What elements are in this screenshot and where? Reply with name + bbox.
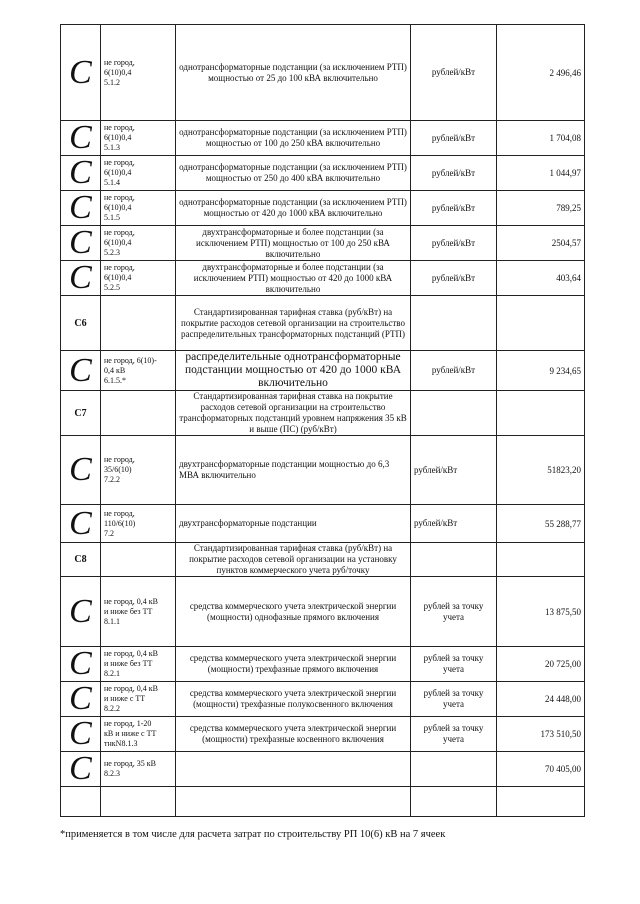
- tariff-code: не город, 0,4 кВ и ниже без ТТ 8.1.1: [101, 577, 176, 647]
- tariff-code: не город, 6(10)- 0,4 кВ 6.1.5.*: [101, 351, 176, 391]
- table-row: [61, 226, 585, 261]
- unit-of-measure: рублей за точку учета: [411, 682, 497, 717]
- category-letter: С: [61, 647, 101, 682]
- tariff-value: 1 044,97: [497, 156, 585, 191]
- category-letter: С: [61, 436, 101, 505]
- table-row: [61, 296, 585, 351]
- tariff-code: не город, 0,4 кВ и ниже без ТТ 8.2.1: [101, 647, 176, 682]
- category-letter: С: [61, 752, 101, 787]
- tariff-code: не город, 1-20 кВ и ниже с ТТ тнкN8.1.3: [101, 717, 176, 752]
- tariff-value: 51823,20: [497, 436, 585, 505]
- table-row: [61, 156, 585, 191]
- table-row: [61, 121, 585, 156]
- tariff-code: не город, 6(10)0,4 5.1.5: [101, 191, 176, 226]
- empty-cell: [497, 787, 585, 817]
- table-row: [61, 543, 585, 577]
- section-code: С6: [61, 296, 101, 351]
- section-code: С8: [61, 543, 101, 577]
- tariff-code: не город, 0,4 кВ и ниже с ТТ 8.2.2: [101, 682, 176, 717]
- tariff-value: 9 234,65: [497, 351, 585, 391]
- table-row: [61, 752, 585, 787]
- table-row: [61, 682, 585, 717]
- tariff-code: не город, 6(10)0,4 5.1.3: [101, 121, 176, 156]
- section-description: Стандартизированная тарифная ставка (руб/кВт) на покрытие расходов сетевой организации на строительство распределительных трансформаторных подстанций (РТП): [176, 296, 411, 351]
- category-letter: С: [61, 121, 101, 156]
- table-row: [61, 191, 585, 226]
- table-row: [61, 436, 585, 505]
- item-description: однотрансформаторные подстанции (за исключением РТП) мощностью от 100 до 250 кВА включительно: [176, 121, 411, 156]
- item-description: однотрансформаторные подстанции (за исключением РТП) мощностью от 25 до 100 кВА включительно: [176, 25, 411, 121]
- category-letter: С: [61, 226, 101, 261]
- category-letter: С: [61, 191, 101, 226]
- unit-of-measure: рублей/кВт: [411, 25, 497, 121]
- footnote: *применяется в том числе для расчета затрат по строительству РП 10(6) кВ на 7 ячеек: [60, 829, 446, 840]
- tariff-value: 24 448,00: [497, 682, 585, 717]
- category-letter: С: [61, 717, 101, 752]
- table-row: [61, 261, 585, 296]
- empty-cell: [497, 543, 585, 577]
- section-description: Стандартизированная тарифная ставка (руб/кВт) на покрытие расходов сетевой организации на установку пунктов коммерческого учета руб/точку: [176, 543, 411, 577]
- tariff-value: 55 288,77: [497, 505, 585, 543]
- category-letter: С: [61, 25, 101, 121]
- tariff-value: 13 875,50: [497, 577, 585, 647]
- unit-of-measure: рублей/кВт: [411, 505, 497, 543]
- table-row: [61, 351, 585, 391]
- item-description: средства коммерческого учета электрической энергии (мощности) трехфазные полукосвенного включения: [176, 682, 411, 717]
- item-description: [176, 752, 411, 787]
- item-description: двухтрансформаторные и более подстанции (за исключением РТП) мощностью от 100 до 250 кВА включительно: [176, 226, 411, 261]
- table-row: [61, 787, 585, 817]
- empty-cell: [61, 787, 101, 817]
- unit-of-measure: рублей/кВт: [411, 226, 497, 261]
- section-description: Стандартизированная тарифная ставка на покрытие расходов сетевой организации на строительство трансформаторных подстанций уровнем напряжения 35 кВ и выше (ПС) (руб/кВт): [176, 391, 411, 436]
- unit-of-measure: [411, 752, 497, 787]
- table-row: [61, 577, 585, 647]
- unit-of-measure: рублей за точку учета: [411, 577, 497, 647]
- empty-cell: [101, 543, 176, 577]
- tariff-value: 2 496,46: [497, 25, 585, 121]
- empty-cell: [411, 543, 497, 577]
- empty-cell: [101, 391, 176, 436]
- empty-cell: [411, 296, 497, 351]
- table-row: [61, 717, 585, 752]
- item-description: средства коммерческого учета электрической энергии (мощности) однофазные прямого включения: [176, 577, 411, 647]
- empty-cell: [101, 296, 176, 351]
- item-description: двухтрансформаторные подстанции: [176, 505, 411, 543]
- tariff-value: 70 405,00: [497, 752, 585, 787]
- tariff-table: [60, 24, 585, 817]
- item-description: распределительные однотрансформаторные подстанции мощностью от 420 до 1000 кВА включительно: [176, 351, 411, 391]
- tariff-code: не город, 6(10)0,4 5.1.2: [101, 25, 176, 121]
- item-description: однотрансформаторные подстанции (за исключением РТП) мощностью от 420 до 1000 кВА включительно: [176, 191, 411, 226]
- tariff-value: 789,25: [497, 191, 585, 226]
- unit-of-measure: рублей/кВт: [411, 156, 497, 191]
- tariff-code: не город, 35/6(10) 7.2.2: [101, 436, 176, 505]
- unit-of-measure: рублей за точку учета: [411, 647, 497, 682]
- category-letter: С: [61, 577, 101, 647]
- tariff-code: не город, 6(10)0,4 5.2.3: [101, 226, 176, 261]
- tariff-value: 403,64: [497, 261, 585, 296]
- tariff-value: 173 510,50: [497, 717, 585, 752]
- unit-of-measure: рублей за точку учета: [411, 717, 497, 752]
- table-row: [61, 647, 585, 682]
- tariff-code: не город, 110/6(10) 7.2: [101, 505, 176, 543]
- table-row: [61, 25, 585, 121]
- unit-of-measure: рублей/кВт: [411, 351, 497, 391]
- unit-of-measure: рублей/кВт: [411, 191, 497, 226]
- category-letter: С: [61, 156, 101, 191]
- item-description: средства коммерческого учета электрической энергии (мощности) трехфазные косвенного включения: [176, 717, 411, 752]
- tariff-code: не город, 6(10)0,4 5.1.4: [101, 156, 176, 191]
- table-row: [61, 391, 585, 436]
- item-description: средства коммерческого учета электрической энергии (мощности) трехфазные прямого включения: [176, 647, 411, 682]
- tariff-value: 2504,57: [497, 226, 585, 261]
- empty-cell: [176, 787, 411, 817]
- empty-cell: [497, 391, 585, 436]
- empty-cell: [411, 391, 497, 436]
- category-letter: С: [61, 261, 101, 296]
- item-description: двухтрансформаторные и более подстанции (за исключением РТП) мощностью от 420 до 1000 кВА включительно: [176, 261, 411, 296]
- empty-cell: [497, 296, 585, 351]
- tariff-code: не город, 6(10)0,4 5.2.5: [101, 261, 176, 296]
- tariff-value: 20 725,00: [497, 647, 585, 682]
- tariff-value: 1 704,08: [497, 121, 585, 156]
- empty-cell: [411, 787, 497, 817]
- tariff-code: не город, 35 кВ 8.2.3: [101, 752, 176, 787]
- category-letter: С: [61, 682, 101, 717]
- section-code: С7: [61, 391, 101, 436]
- table-row: [61, 505, 585, 543]
- empty-cell: [101, 787, 176, 817]
- category-letter: С: [61, 505, 101, 543]
- unit-of-measure: рублей/кВт: [411, 436, 497, 505]
- unit-of-measure: рублей/кВт: [411, 261, 497, 296]
- category-letter: С: [61, 351, 101, 391]
- unit-of-measure: рублей/кВт: [411, 121, 497, 156]
- item-description: двухтрансформаторные подстанции мощностью до 6,3 МВА включительно: [176, 436, 411, 505]
- item-description: однотрансформаторные подстанции (за исключением РТП) мощностью от 250 до 400 кВА включительно: [176, 156, 411, 191]
